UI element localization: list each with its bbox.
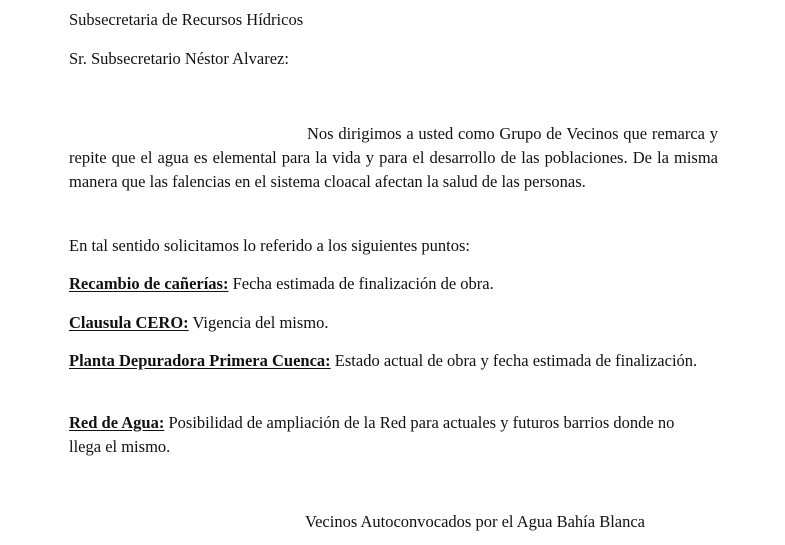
item-title: Recambio de cañerías: (69, 274, 229, 293)
item-text: Estado actual de obra y fecha estimada de finalización. (330, 351, 698, 370)
item-text: Posibilidad de ampliación de la Red para actuales y futuros barrios donde no llega el mismo. (69, 413, 675, 456)
item-text: Vigencia del mismo. (188, 313, 329, 332)
list-item-clausula (69, 311, 709, 335)
item-title: Red de Agua: (69, 413, 165, 432)
signature: Vecinos Autoconvocados por el Agua Bahía Blanca (305, 512, 645, 531)
list-item-recambio (69, 272, 709, 296)
item-text: Fecha estimada de finalización de obra. (228, 274, 494, 293)
intro-paragraph (69, 122, 718, 194)
request-intro: En tal sentido solicitamos lo referido a los siguientes puntos: (69, 236, 470, 255)
list-item-planta (69, 349, 709, 373)
item-title: Planta Depuradora Primera Cuenca: (69, 351, 331, 370)
intro-paragraph-text: Nos dirigimos a usted como Grupo de Vecinos que remarca y repite que el agua es elemental para la vida y para el desarrollo de las poblaciones. De la misma manera que las falencias en el sistema cloacal afectan la salud de las personas. (69, 124, 718, 191)
list-item-red-agua (69, 411, 709, 459)
salutation: Sr. Subsecretario Néstor Alvarez: (69, 49, 289, 68)
recipient-org: Subsecretaria de Recursos Hídricos (69, 10, 304, 29)
item-title: Clausula CERO: (69, 313, 189, 332)
